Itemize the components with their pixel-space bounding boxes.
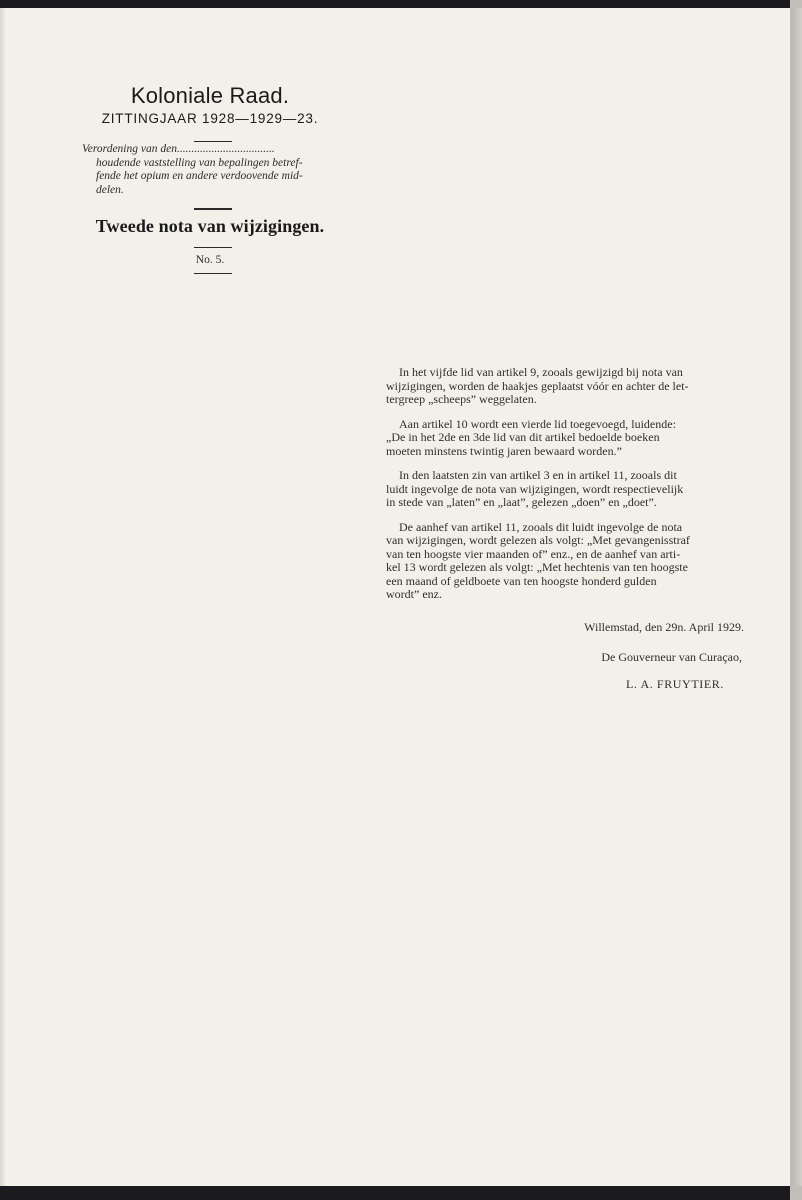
- amendment-body: [386, 366, 762, 613]
- ordinance-line: fende het opium en andere verdoovende mid-: [96, 170, 303, 182]
- amendment-paragraph: [386, 366, 762, 407]
- text-line: tergreep „scheeps” weggelaten.: [386, 392, 537, 406]
- ordinance-line: delen.: [96, 183, 124, 196]
- amendment-paragraph: [386, 469, 762, 510]
- ordinance-line: Verordening van den..................................: [82, 143, 275, 155]
- text-line: van ten hoogste vier maanden of” enz., en de aanhef van arti-: [386, 546, 681, 561]
- scan-edge-shade: [791, 8, 802, 1186]
- place-date: Willemstad, den 29n. April 1929.: [584, 620, 744, 634]
- text-line: een maand of geldboete van ten hoogste honderd gulden: [386, 573, 657, 588]
- text-line: kel 13 wordt gelezen als volgt: „Met hechtenis van ten hoogste: [386, 560, 688, 574]
- divider-rule: [194, 273, 232, 274]
- page-edge-shadow: [0, 8, 6, 1186]
- divider-rule: [194, 141, 232, 142]
- council-heading: Koloniale Raad.: [130, 83, 290, 108]
- amendment-paragraph: [386, 418, 762, 459]
- divider-rule: [194, 247, 232, 248]
- divider-rule: [194, 208, 232, 210]
- text-line: In het vijfde lid van artikel 9, zooals gewijzigd bij nota van: [399, 365, 683, 379]
- document-page: [0, 8, 790, 1186]
- amendment-paragraph: [386, 521, 762, 602]
- signer-name: L. A. FRUYTIER.: [625, 677, 724, 691]
- text-line: wordt” enz.: [386, 587, 442, 601]
- ordinance-line: houdende vaststelling van bepalingen betref-: [96, 156, 303, 169]
- session-year: ZITTINGJAAR 1928—1929—23.: [101, 111, 319, 126]
- text-line: wijzigingen, worden de haakjes geplaatst vóór en achter de let-: [386, 378, 689, 393]
- text-line: in stede van „laten” en „laat”, gelezen „doen” en „doet”.: [386, 495, 657, 509]
- ordinance-subject: [82, 143, 360, 197]
- text-line: De aanhef van artikel 11, zooals dit luidt ingevolge de nota: [399, 519, 683, 534]
- text-line: In den laatsten zin van artikel 3 en in artikel 11, zooals dit: [399, 468, 677, 482]
- text-line: luidt ingevolge de nota van wijzigingen, wordt respectievelijk: [386, 481, 684, 496]
- text-line: „De in het 2de en 3de lid van dit artikel bedoelde boeken: [386, 430, 660, 444]
- text-line: moeten minstens twintig jaren bewaard worden.”: [386, 443, 622, 458]
- nota-title: Tweede nota van wijzigingen.: [95, 216, 325, 236]
- governor-title: De Gouverneur van Curaçao,: [601, 650, 742, 664]
- text-line: Aan artikel 10 wordt een vierde lid toegevoegd, luidende:: [399, 416, 676, 431]
- text-line: van wijzigingen, wordt gelezen als volgt: „Met gevangenisstraf: [386, 533, 690, 547]
- nota-number: No. 5.: [195, 254, 225, 266]
